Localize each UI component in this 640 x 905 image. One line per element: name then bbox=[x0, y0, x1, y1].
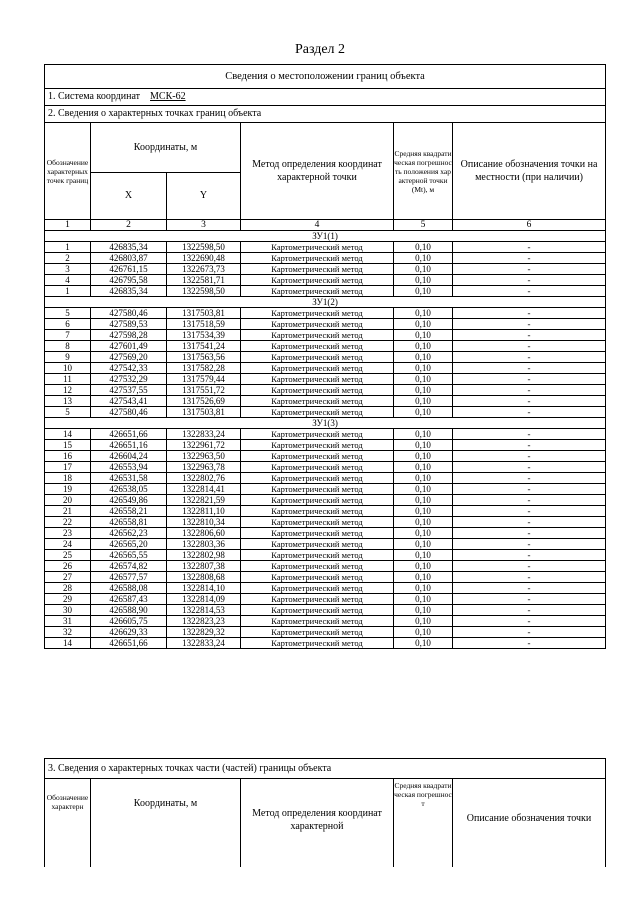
table-row bbox=[45, 396, 606, 407]
method-value: Картометрический метод bbox=[241, 385, 394, 396]
x-value: 426588,08 bbox=[91, 583, 167, 594]
group-name: ЗУ1(3) bbox=[45, 418, 606, 429]
column-numbers-row bbox=[45, 220, 606, 231]
x-value: 427542,33 bbox=[91, 363, 167, 374]
x-value: 427569,20 bbox=[91, 352, 167, 363]
point-number: 31 bbox=[45, 616, 91, 627]
description-value: - bbox=[453, 440, 606, 451]
description-value: - bbox=[453, 594, 606, 605]
description-value: - bbox=[453, 462, 606, 473]
method-value: Картометрический метод bbox=[241, 253, 394, 264]
accuracy-value: 0,10 bbox=[394, 319, 453, 330]
parts-col-accuracy: Средняя квадратическая погрешност bbox=[394, 779, 453, 867]
y-value: 1317541,24 bbox=[167, 341, 241, 352]
method-value: Картометрический метод bbox=[241, 528, 394, 539]
method-value: Картометрический метод bbox=[241, 308, 394, 319]
point-number: 1 bbox=[45, 286, 91, 297]
table-row bbox=[45, 594, 606, 605]
method-value: Картометрический метод bbox=[241, 264, 394, 275]
description-value: - bbox=[453, 253, 606, 264]
x-value: 426562,23 bbox=[91, 528, 167, 539]
point-number: 14 bbox=[45, 429, 91, 440]
x-value: 427580,46 bbox=[91, 308, 167, 319]
x-value: 426835,34 bbox=[91, 286, 167, 297]
parts-col-coords: Координаты, м bbox=[91, 779, 241, 867]
y-value: 1322802,76 bbox=[167, 473, 241, 484]
method-value: Картометрический метод bbox=[241, 319, 394, 330]
method-value: Картометрический метод bbox=[241, 374, 394, 385]
description-value: - bbox=[453, 363, 606, 374]
parts-col-description: Описание обозначения точки bbox=[453, 779, 606, 867]
y-value: 1322811,10 bbox=[167, 506, 241, 517]
method-value: Картометрический метод bbox=[241, 616, 394, 627]
point-number: 9 bbox=[45, 352, 91, 363]
description-value: - bbox=[453, 429, 606, 440]
col-number: 1 bbox=[45, 220, 91, 231]
y-value: 1322581,71 bbox=[167, 275, 241, 286]
accuracy-value: 0,10 bbox=[394, 363, 453, 374]
parts-col-method: Метод определения координат характерной bbox=[241, 779, 394, 867]
method-value: Картометрический метод bbox=[241, 550, 394, 561]
point-number: 12 bbox=[45, 385, 91, 396]
group-name: ЗУ1(1) bbox=[45, 231, 606, 242]
method-value: Картометрический метод bbox=[241, 363, 394, 374]
description-value: - bbox=[453, 374, 606, 385]
description-value: - bbox=[453, 264, 606, 275]
y-value: 1322823,23 bbox=[167, 616, 241, 627]
table-row bbox=[45, 638, 606, 649]
y-value: 1317526,69 bbox=[167, 396, 241, 407]
table-row bbox=[45, 583, 606, 594]
point-number: 28 bbox=[45, 583, 91, 594]
description-value: - bbox=[453, 319, 606, 330]
point-number: 22 bbox=[45, 517, 91, 528]
method-value: Картометрический метод bbox=[241, 484, 394, 495]
x-value: 427598,28 bbox=[91, 330, 167, 341]
y-value: 1322673,73 bbox=[167, 264, 241, 275]
method-value: Картометрический метод bbox=[241, 407, 394, 418]
table-row bbox=[45, 572, 606, 583]
x-value: 427589,53 bbox=[91, 319, 167, 330]
method-value: Картометрический метод bbox=[241, 440, 394, 451]
y-value: 1317579,44 bbox=[167, 374, 241, 385]
y-value: 1322690,48 bbox=[167, 253, 241, 264]
x-value: 426651,16 bbox=[91, 440, 167, 451]
table-row bbox=[45, 451, 606, 462]
point-number: 4 bbox=[45, 275, 91, 286]
method-value: Картометрический метод bbox=[241, 561, 394, 572]
table-row bbox=[45, 539, 606, 550]
description-value: - bbox=[453, 341, 606, 352]
point-number: 1 bbox=[45, 242, 91, 253]
accuracy-value: 0,10 bbox=[394, 407, 453, 418]
description-value: - bbox=[453, 638, 606, 649]
table-row bbox=[45, 484, 606, 495]
x-value: 426835,34 bbox=[91, 242, 167, 253]
point-number: 27 bbox=[45, 572, 91, 583]
table-row bbox=[45, 407, 606, 418]
col-accuracy-header: Средняя квадратическая погрешность положения характерной точки (Mt), м bbox=[394, 123, 453, 220]
x-value: 426651,66 bbox=[91, 429, 167, 440]
point-number: 8 bbox=[45, 341, 91, 352]
accuracy-value: 0,10 bbox=[394, 396, 453, 407]
method-value: Картометрический метод bbox=[241, 341, 394, 352]
point-number: 25 bbox=[45, 550, 91, 561]
coord-system-value: МСК-62 bbox=[150, 91, 186, 102]
y-value: 1317563,56 bbox=[167, 352, 241, 363]
description-value: - bbox=[453, 275, 606, 286]
x-value: 426577,57 bbox=[91, 572, 167, 583]
method-value: Картометрический метод bbox=[241, 627, 394, 638]
x-value: 426604,24 bbox=[91, 451, 167, 462]
accuracy-value: 0,10 bbox=[394, 616, 453, 627]
group-row bbox=[45, 297, 606, 308]
accuracy-value: 0,10 bbox=[394, 583, 453, 594]
table-row bbox=[45, 550, 606, 561]
method-value: Картометрический метод bbox=[241, 451, 394, 462]
table-row bbox=[45, 352, 606, 363]
y-value: 1322814,10 bbox=[167, 583, 241, 594]
description-value: - bbox=[453, 572, 606, 583]
y-value: 1322807,38 bbox=[167, 561, 241, 572]
point-number: 20 bbox=[45, 495, 91, 506]
accuracy-value: 0,10 bbox=[394, 506, 453, 517]
x-value: 426558,81 bbox=[91, 517, 167, 528]
y-value: 1322814,09 bbox=[167, 594, 241, 605]
col-number: 4 bbox=[241, 220, 394, 231]
y-value: 1322598,50 bbox=[167, 286, 241, 297]
description-value: - bbox=[453, 539, 606, 550]
accuracy-value: 0,10 bbox=[394, 451, 453, 462]
accuracy-value: 0,10 bbox=[394, 473, 453, 484]
x-value: 426538,05 bbox=[91, 484, 167, 495]
method-value: Картометрический метод bbox=[241, 594, 394, 605]
coord-system-label: 1. Система координат bbox=[48, 91, 141, 102]
method-value: Картометрический метод bbox=[241, 429, 394, 440]
table-row bbox=[45, 528, 606, 539]
accuracy-value: 0,10 bbox=[394, 528, 453, 539]
table-row bbox=[45, 330, 606, 341]
method-value: Картометрический метод bbox=[241, 539, 394, 550]
accuracy-value: 0,10 bbox=[394, 242, 453, 253]
method-value: Картометрический метод bbox=[241, 506, 394, 517]
y-value: 1322808,68 bbox=[167, 572, 241, 583]
point-number: 26 bbox=[45, 561, 91, 572]
x-value: 427601,49 bbox=[91, 341, 167, 352]
y-value: 1317503,81 bbox=[167, 407, 241, 418]
accuracy-value: 0,10 bbox=[394, 638, 453, 649]
x-value: 427532,29 bbox=[91, 374, 167, 385]
table-header: Сведения о местоположении границ объекта bbox=[45, 65, 606, 89]
x-value: 426565,55 bbox=[91, 550, 167, 561]
table-row bbox=[45, 374, 606, 385]
accuracy-value: 0,10 bbox=[394, 495, 453, 506]
accuracy-value: 0,10 bbox=[394, 539, 453, 550]
description-value: - bbox=[453, 583, 606, 594]
description-value: - bbox=[453, 517, 606, 528]
description-value: - bbox=[453, 308, 606, 319]
description-value: - bbox=[453, 528, 606, 539]
table-row bbox=[45, 440, 606, 451]
table-row bbox=[45, 253, 606, 264]
accuracy-value: 0,10 bbox=[394, 517, 453, 528]
method-value: Картометрический метод bbox=[241, 330, 394, 341]
description-value: - bbox=[453, 605, 606, 616]
y-value: 1322829,32 bbox=[167, 627, 241, 638]
y-value: 1322963,50 bbox=[167, 451, 241, 462]
table-row bbox=[45, 308, 606, 319]
description-value: - bbox=[453, 407, 606, 418]
y-value: 1317518,59 bbox=[167, 319, 241, 330]
description-value: - bbox=[453, 242, 606, 253]
method-value: Картометрический метод bbox=[241, 275, 394, 286]
x-value: 426553,94 bbox=[91, 462, 167, 473]
y-value: 1322821,59 bbox=[167, 495, 241, 506]
col-y-header: Y bbox=[167, 173, 241, 220]
x-value: 427537,55 bbox=[91, 385, 167, 396]
point-number: 11 bbox=[45, 374, 91, 385]
col-number: 3 bbox=[167, 220, 241, 231]
table-row bbox=[45, 275, 606, 286]
x-value: 426795,58 bbox=[91, 275, 167, 286]
y-value: 1322802,98 bbox=[167, 550, 241, 561]
point-number: 17 bbox=[45, 462, 91, 473]
point-number: 7 bbox=[45, 330, 91, 341]
accuracy-value: 0,10 bbox=[394, 550, 453, 561]
method-value: Картометрический метод bbox=[241, 242, 394, 253]
point-number: 23 bbox=[45, 528, 91, 539]
x-value: 426605,75 bbox=[91, 616, 167, 627]
method-value: Картометрический метод bbox=[241, 572, 394, 583]
point-number: 19 bbox=[45, 484, 91, 495]
description-value: - bbox=[453, 550, 606, 561]
accuracy-value: 0,10 bbox=[394, 352, 453, 363]
table-row bbox=[45, 385, 606, 396]
point-number: 3 bbox=[45, 264, 91, 275]
points-section-title: 2. Сведения о характерных точках границ объекта bbox=[45, 106, 606, 123]
accuracy-value: 0,10 bbox=[394, 385, 453, 396]
table-row bbox=[45, 561, 606, 572]
description-value: - bbox=[453, 286, 606, 297]
x-value: 426574,82 bbox=[91, 561, 167, 572]
y-value: 1317551,72 bbox=[167, 385, 241, 396]
y-value: 1317534,39 bbox=[167, 330, 241, 341]
accuracy-value: 0,10 bbox=[394, 341, 453, 352]
y-value: 1322963,78 bbox=[167, 462, 241, 473]
table-row bbox=[45, 517, 606, 528]
point-number: 10 bbox=[45, 363, 91, 374]
point-number: 2 bbox=[45, 253, 91, 264]
x-value: 426629,33 bbox=[91, 627, 167, 638]
point-number: 18 bbox=[45, 473, 91, 484]
description-value: - bbox=[453, 484, 606, 495]
point-number: 5 bbox=[45, 308, 91, 319]
col-number: 6 bbox=[453, 220, 606, 231]
table-row bbox=[45, 627, 606, 638]
description-value: - bbox=[453, 627, 606, 638]
y-value: 1322810,34 bbox=[167, 517, 241, 528]
point-number: 13 bbox=[45, 396, 91, 407]
accuracy-value: 0,10 bbox=[394, 286, 453, 297]
table-row bbox=[45, 616, 606, 627]
accuracy-value: 0,10 bbox=[394, 484, 453, 495]
col-number: 5 bbox=[394, 220, 453, 231]
accuracy-value: 0,10 bbox=[394, 275, 453, 286]
description-value: - bbox=[453, 352, 606, 363]
accuracy-value: 0,10 bbox=[394, 330, 453, 341]
description-value: - bbox=[453, 561, 606, 572]
y-value: 1322806,60 bbox=[167, 528, 241, 539]
y-value: 1322803,36 bbox=[167, 539, 241, 550]
group-row bbox=[45, 418, 606, 429]
y-value: 1322833,24 bbox=[167, 638, 241, 649]
point-number: 30 bbox=[45, 605, 91, 616]
y-value: 1322598,50 bbox=[167, 242, 241, 253]
x-value: 426588,90 bbox=[91, 605, 167, 616]
x-value: 426531,58 bbox=[91, 473, 167, 484]
method-value: Картометрический метод bbox=[241, 286, 394, 297]
x-value: 427580,46 bbox=[91, 407, 167, 418]
col-coords-header: Координаты, м bbox=[91, 123, 241, 173]
description-value: - bbox=[453, 506, 606, 517]
y-value: 1322961,72 bbox=[167, 440, 241, 451]
accuracy-value: 0,10 bbox=[394, 440, 453, 451]
parts-col-point-name: Обозначение характерн bbox=[45, 779, 91, 867]
description-value: - bbox=[453, 473, 606, 484]
parts-section-title: 3. Сведения о характерных точках части (частей) границы объекта bbox=[45, 759, 606, 779]
method-value: Картометрический метод bbox=[241, 473, 394, 484]
x-value: 426761,15 bbox=[91, 264, 167, 275]
accuracy-value: 0,10 bbox=[394, 253, 453, 264]
method-value: Картометрический метод bbox=[241, 605, 394, 616]
boundary-table bbox=[44, 64, 606, 649]
method-value: Картометрический метод bbox=[241, 583, 394, 594]
col-method-header: Метод определения координат характерной точки bbox=[241, 123, 394, 220]
x-value: 426587,43 bbox=[91, 594, 167, 605]
point-number: 6 bbox=[45, 319, 91, 330]
point-number: 16 bbox=[45, 451, 91, 462]
table-row bbox=[45, 363, 606, 374]
accuracy-value: 0,10 bbox=[394, 605, 453, 616]
method-value: Картометрический метод bbox=[241, 396, 394, 407]
method-value: Картометрический метод bbox=[241, 495, 394, 506]
col-description-header: Описание обозначения точки на местности (при наличии) bbox=[453, 123, 606, 220]
table-row bbox=[45, 242, 606, 253]
y-value: 1322833,24 bbox=[167, 429, 241, 440]
col-point-name-header: Обозначение характерных точек границ bbox=[45, 123, 91, 220]
method-value: Картометрический метод bbox=[241, 462, 394, 473]
table-row bbox=[45, 286, 606, 297]
accuracy-value: 0,10 bbox=[394, 627, 453, 638]
x-value: 426803,87 bbox=[91, 253, 167, 264]
y-value: 1317582,28 bbox=[167, 363, 241, 374]
x-value: 426651,66 bbox=[91, 638, 167, 649]
description-value: - bbox=[453, 495, 606, 506]
y-value: 1322814,53 bbox=[167, 605, 241, 616]
accuracy-value: 0,10 bbox=[394, 374, 453, 385]
y-value: 1322814,41 bbox=[167, 484, 241, 495]
accuracy-value: 0,10 bbox=[394, 594, 453, 605]
x-value: 426565,20 bbox=[91, 539, 167, 550]
point-number: 21 bbox=[45, 506, 91, 517]
description-value: - bbox=[453, 396, 606, 407]
description-value: - bbox=[453, 330, 606, 341]
table-row bbox=[45, 473, 606, 484]
accuracy-value: 0,10 bbox=[394, 561, 453, 572]
table-row bbox=[45, 429, 606, 440]
method-value: Картометрический метод bbox=[241, 517, 394, 528]
accuracy-value: 0,10 bbox=[394, 264, 453, 275]
point-number: 29 bbox=[45, 594, 91, 605]
col-number: 2 bbox=[91, 220, 167, 231]
y-value: 1317503,81 bbox=[167, 308, 241, 319]
method-value: Картометрический метод bbox=[241, 352, 394, 363]
table-row bbox=[45, 605, 606, 616]
point-number: 5 bbox=[45, 407, 91, 418]
description-value: - bbox=[453, 616, 606, 627]
coord-system-row bbox=[45, 89, 606, 106]
accuracy-value: 0,10 bbox=[394, 572, 453, 583]
parts-table bbox=[44, 758, 606, 867]
group-row bbox=[45, 231, 606, 242]
table-row bbox=[45, 264, 606, 275]
description-value: - bbox=[453, 385, 606, 396]
method-value: Картометрический метод bbox=[241, 638, 394, 649]
col-x-header: X bbox=[91, 173, 167, 220]
x-value: 427543,41 bbox=[91, 396, 167, 407]
point-number: 14 bbox=[45, 638, 91, 649]
table-row bbox=[45, 495, 606, 506]
point-number: 15 bbox=[45, 440, 91, 451]
table-row bbox=[45, 319, 606, 330]
group-name: ЗУ1(2) bbox=[45, 297, 606, 308]
table-row bbox=[45, 462, 606, 473]
table-row bbox=[45, 341, 606, 352]
description-value: - bbox=[453, 451, 606, 462]
accuracy-value: 0,10 bbox=[394, 462, 453, 473]
point-number: 24 bbox=[45, 539, 91, 550]
accuracy-value: 0,10 bbox=[394, 308, 453, 319]
x-value: 426558,21 bbox=[91, 506, 167, 517]
x-value: 426549,86 bbox=[91, 495, 167, 506]
table-row bbox=[45, 506, 606, 517]
accuracy-value: 0,10 bbox=[394, 429, 453, 440]
point-number: 32 bbox=[45, 627, 91, 638]
section-title: Раздел 2 bbox=[294, 42, 346, 57]
